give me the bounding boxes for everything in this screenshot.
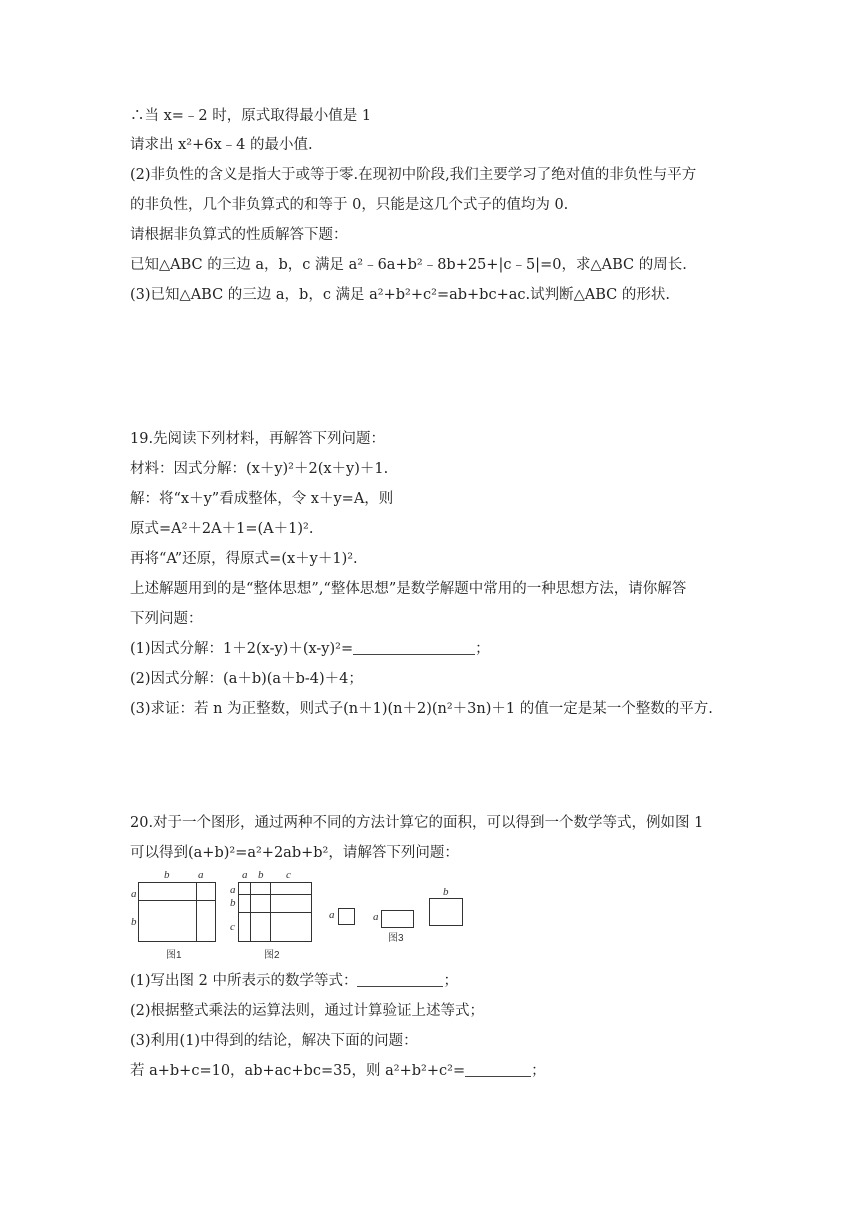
text-line: 可以得到(a+b)²=a²+2ab+b²，请解答下列问题： bbox=[130, 845, 459, 861]
text-line: 下列问题： bbox=[130, 611, 203, 627]
text-line: 原式=A²＋2A＋1=(A＋1)². bbox=[130, 521, 314, 537]
square-b bbox=[429, 898, 463, 926]
divider bbox=[238, 912, 312, 913]
q19-part3: (3)求证：若 n 为正整数，则式子(n＋1)(n＋2)(n²＋3n)＋1 的值一定是某一个整数的平方. bbox=[130, 701, 713, 717]
q20-part4 bbox=[130, 1061, 546, 1081]
square-a bbox=[338, 908, 355, 925]
q20-part1-suffix: ； bbox=[443, 973, 458, 989]
answer-blank[interactable] bbox=[465, 1062, 531, 1077]
label-b: b bbox=[164, 869, 170, 881]
label-c: c bbox=[230, 921, 235, 933]
text-line: 请根据非负算式的性质解答下题： bbox=[130, 227, 348, 243]
label-a: a bbox=[230, 884, 236, 896]
q19-part1 bbox=[130, 639, 490, 659]
q20-part4-suffix: ； bbox=[531, 1063, 546, 1079]
label-b: b bbox=[230, 897, 236, 909]
answer-blank[interactable] bbox=[353, 640, 475, 655]
figure-1-square bbox=[138, 882, 216, 942]
q20-part2: (2)根据整式乘法的运算法则，通过计算验证上述等式； bbox=[130, 1003, 485, 1019]
rectangle-ab bbox=[381, 910, 414, 928]
text-line: (2)非负性的含义是指大于或等于零.在现初中阶段,我们主要学习了绝对值的非负性与平方 bbox=[130, 167, 697, 183]
divider bbox=[196, 882, 197, 942]
q20-part3: (3)利用(1)中得到的结论，解决下面的问题： bbox=[130, 1033, 418, 1049]
area-figures bbox=[130, 866, 475, 962]
label-b: b bbox=[131, 916, 137, 928]
label-a: a bbox=[329, 909, 335, 921]
label-b: b bbox=[258, 869, 264, 881]
divider bbox=[138, 900, 216, 901]
question-20-title: 20.对于一个图形，通过两种不同的方法计算它的面积，可以得到一个数学等式，例如图 1 bbox=[130, 815, 704, 831]
label-a: a bbox=[131, 888, 137, 900]
text-line: 材料：因式分解：(x＋y)²＋2(x＋y)＋1. bbox=[130, 461, 389, 477]
label-a: a bbox=[242, 869, 248, 881]
figure-3-caption: 图3 bbox=[388, 933, 404, 944]
q20-part4-text: 若 a+b+c=10，ab+ac+bc=35，则 a²+b²+c²= bbox=[130, 1063, 466, 1079]
label-a: a bbox=[198, 869, 204, 881]
q20-part1-text: (1)写出图 2 中所表示的数学等式： bbox=[130, 973, 358, 989]
text-line: 上述解题用到的是“整体思想”,“整体思想”是数学解题中常用的一种思想方法，请你解答 bbox=[130, 581, 687, 597]
figure-1-caption: 图1 bbox=[166, 950, 182, 961]
text-line: (3)已知△ABC 的三边 a，b，c 满足 a²+b²+c²=ab+bc+ac.试判断△ABC 的形状. bbox=[130, 287, 670, 303]
figure-2-caption: 图2 bbox=[264, 950, 280, 961]
text-line: 再将“A”还原，得原式=(x＋y＋1)². bbox=[130, 551, 358, 567]
text-line: 已知△ABC 的三边 a，b，c 满足 a²﹣6a+b²﹣8b+25+|c﹣5|=0，求△ABC 的周长. bbox=[130, 257, 687, 273]
question-19-title: 19.先阅读下列材料，再解答下列问题： bbox=[130, 431, 386, 447]
text-line: 解：将“x＋y”看成整体，令 x＋y=A，则 bbox=[130, 491, 394, 507]
q19-part1-text: (1)因式分解：1＋2(x-y)＋(x-y)²= bbox=[130, 641, 354, 657]
label-a: a bbox=[373, 911, 379, 923]
text-line: 请求出 x²+6x﹣4 的最小值. bbox=[130, 137, 313, 153]
text-line: 的非负性，几个非负算式的和等于 0，只能是这几个式子的值均为 0. bbox=[130, 197, 569, 213]
q19-part1-suffix: ； bbox=[475, 641, 490, 657]
label-c: c bbox=[286, 869, 291, 881]
label-b: b bbox=[443, 886, 449, 898]
q19-part2: (2)因式分解：(a＋b)(a＋b-4)＋4； bbox=[130, 671, 363, 687]
answer-blank[interactable] bbox=[357, 972, 443, 987]
divider bbox=[238, 894, 312, 895]
text-line: ∴当 x=﹣2 时，原式取得最小值是 1 bbox=[130, 108, 372, 124]
q20-part1 bbox=[130, 971, 458, 991]
